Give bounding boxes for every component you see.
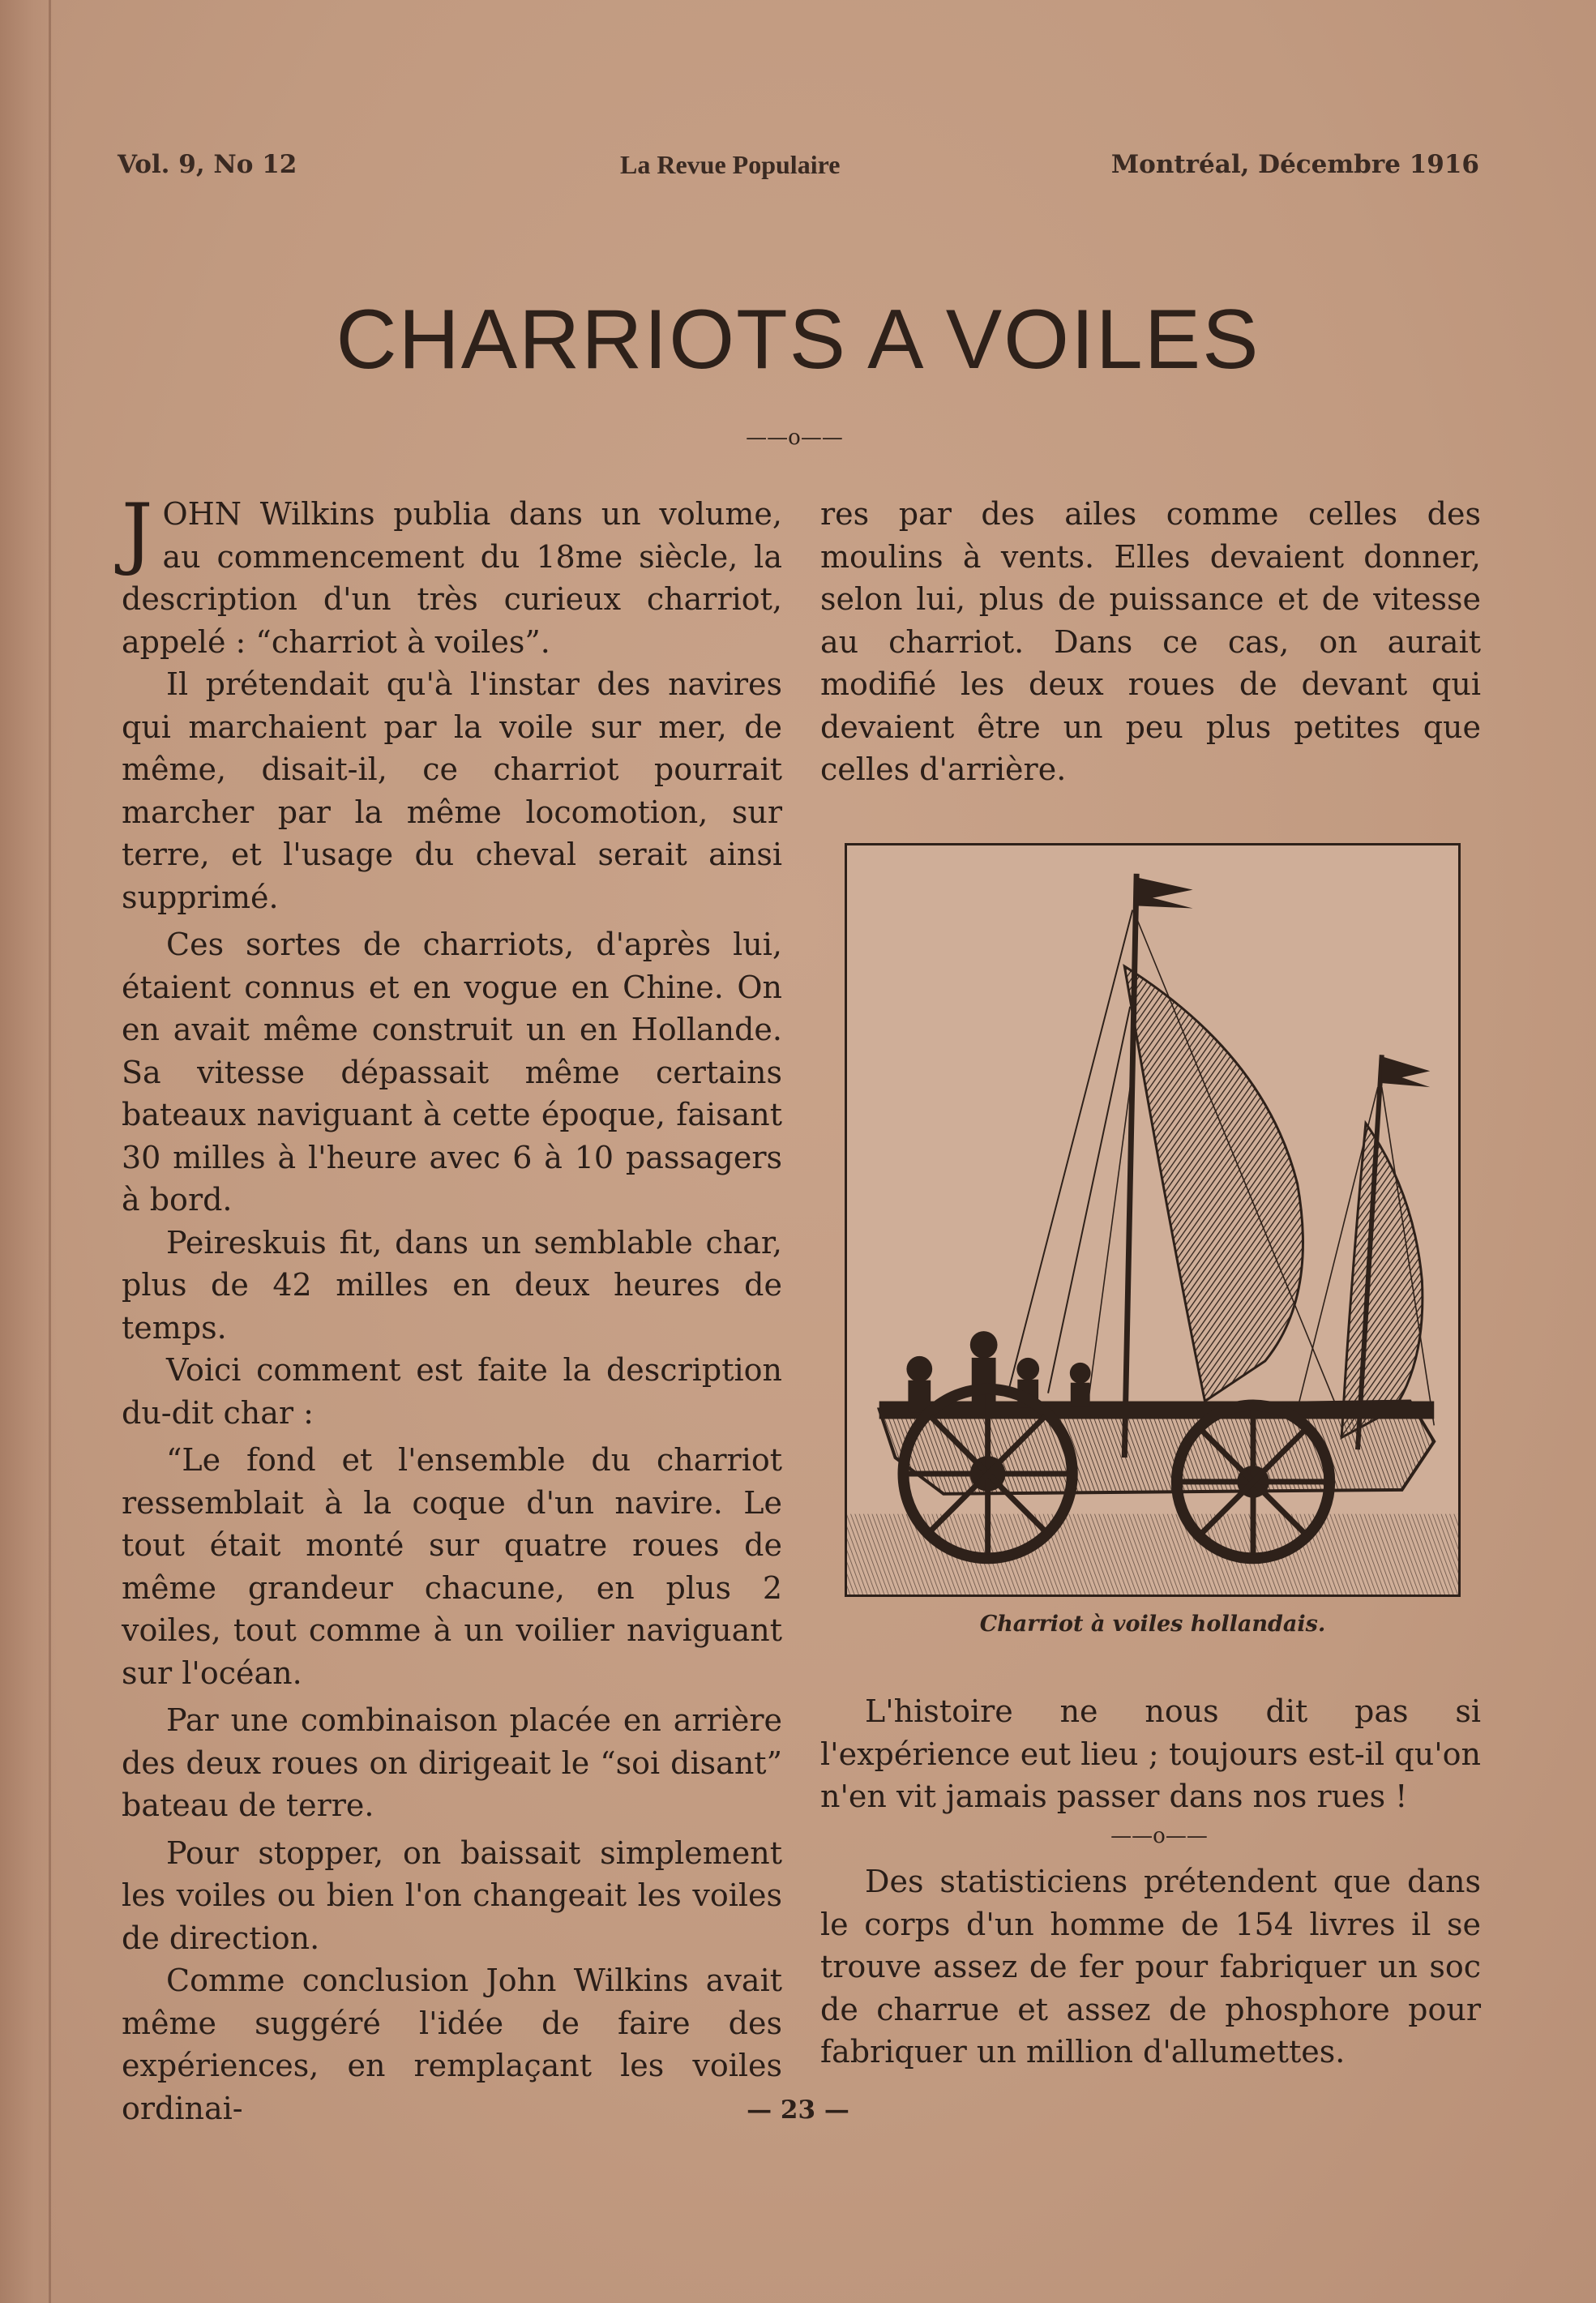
drop-cap: J: [122, 487, 153, 578]
filler-paragraph: Des statisticiens prétendent que dans le corps d'un homme de 154 livres il se trouve assez de fer pour fabriquer un soc de charrue et assez de phosphore pour fabriquer un million d'allumettes.: [820, 1864, 1481, 2070]
sail-wagon-engraving: [847, 845, 1458, 1595]
filler-block: [820, 1860, 1481, 2074]
paragraph-3: Ces sortes de charriots, d'après lui, étaient connus et en vogue en Chine. On en avait même construit un en Hollande. Sa vitesse dépassait même certains bateaux naviguant à cette époque, faisant 30 milles à l'heure avec 6 à 10 passagers à bord.: [122, 927, 782, 1218]
paragraph-8: Pour stopper, on baissait simplement les voiles ou bien l'on changeait les voiles de direction.: [122, 1834, 782, 1956]
paragraph-1: [122, 487, 782, 663]
paragraph-2: Il prétendait qu'à l'instar des navires qui marchaient par la voile sur mer, de même, disait-il, ce charriot pourrait marcher par la même locomotion, sur terre, et l'usage du cheval serait ainsi supprimé.: [122, 666, 782, 915]
running-header: [118, 150, 1479, 190]
rear-wheel: [1177, 1406, 1330, 1559]
place-date: Montréal, Décembre 1916: [1110, 150, 1479, 179]
paragraph-5: Voici comment est faite la description du-dit char :: [122, 1352, 782, 1431]
volume-number: Vol. 9, No 12: [118, 150, 297, 179]
closing-paragraph: L'histoire ne nous dit pas si l'expérience eut lieu ; toujours est-il qu'on n'en vit jamais passer dans nos rues !: [820, 1693, 1481, 1814]
sail-wagon-illustration: [845, 843, 1461, 1597]
paragraph-10: res par des ailes comme celles des moulins à vents. Elles devaient donner, selon lui, plus de puissance et de vitesse au charriot. Dans ce cas, on aurait modifié les deux roues de devant qui devaient être un peu plus petites que celles d'arrière.: [820, 496, 1481, 787]
filler-separator: ——o——: [1110, 1824, 1208, 1848]
article-title: CHARRIOTS A VOILES: [336, 293, 1260, 387]
right-column-top: [820, 493, 1481, 791]
front-wheel: [903, 1389, 1072, 1559]
paragraph-7: Par une combinaison placée en arrière des deux roues on dirigeait le “soi disant” bateau de terre.: [122, 1702, 782, 1823]
title-separator: ——o——: [746, 426, 843, 450]
paragraph-1-text: OHN Wilkins publia dans un volume, au commencement du 18me siècle, la description d'un très curieux charriot, appelé : “charriot à voiles”.: [122, 496, 782, 660]
publication-name: La Revue Populaire: [620, 150, 841, 179]
paragraph-6: “Le fond et l'ensemble du charriot ressemblait à la coque d'un navire. Le tout était monté sur quatre roues de même grandeur chacune, en plus 2 voiles, tout comme à un voilier naviguant sur l'océan.: [122, 1442, 782, 1691]
paragraph-4: Peireskuis fit, dans un semblable char, plus de 42 milles en deux heures de temps.: [122, 1224, 782, 1346]
paragraph-9: Comme conclusion John Wilkins avait même suggéré l'idée de faire des expériences, en remplaçant les voiles ordinai-: [122, 1963, 782, 2126]
page-number: — 23 —: [747, 2095, 849, 2125]
figure-caption: Charriot à voiles hollandais.: [979, 1612, 1326, 1637]
left-column: [122, 487, 782, 2130]
closing-paragraph-block: [820, 1690, 1481, 1818]
